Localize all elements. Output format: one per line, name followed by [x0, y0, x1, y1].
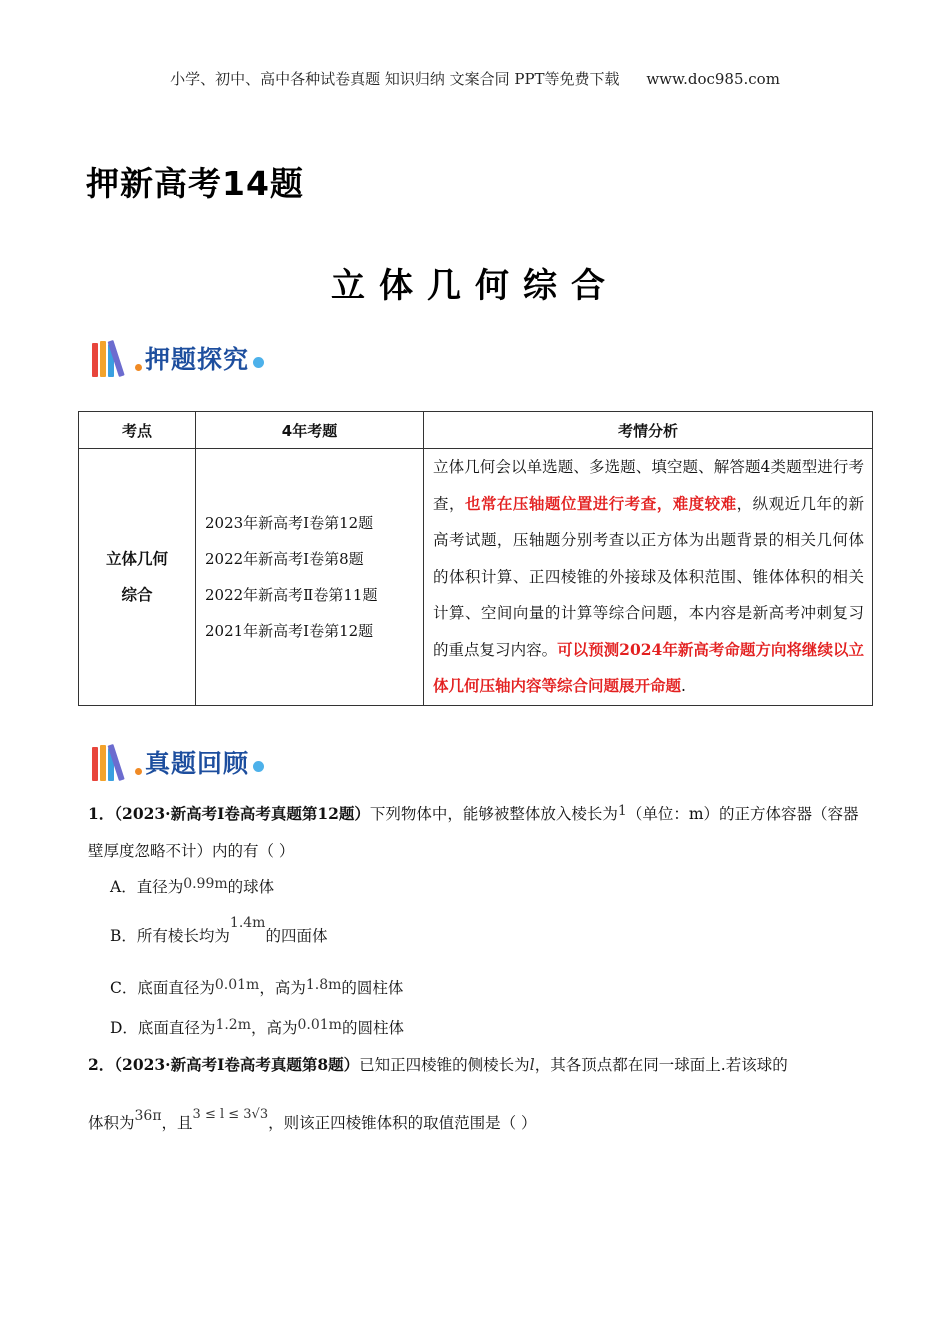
- table-header-cell: 考点: [79, 412, 196, 449]
- question-text: ，且: [161, 1114, 193, 1132]
- question-text: （单位：m）的正方体容器（容器壁厚度忽略不计）内的有（ ）: [88, 805, 859, 860]
- topic-cell-line: 立体几何: [105, 549, 168, 568]
- option-label: A．直径为: [110, 878, 184, 896]
- analysis-text: ，纵观近几年的新高考试题，压轴题分别考查以正方体为出题背景的相关几何体的体积计算、正四棱锥的外接球及体积范围、锥体体积的相关计算、空间向量的计算等综合问题，本内容是新高考冲刺复习的重点复习内容。: [433, 494, 864, 659]
- year-item: 2023年新高考Ⅰ卷第12题: [205, 513, 374, 532]
- section-banner-review: [92, 740, 264, 784]
- dot-icon: [253, 761, 264, 772]
- option-b[interactable]: [88, 906, 868, 967]
- page-header: [0, 68, 950, 89]
- math-expression: 0.01m: [297, 1017, 342, 1033]
- option-text: ，高为: [250, 1019, 298, 1037]
- option-d[interactable]: [88, 1010, 868, 1047]
- question-source: （2023·新高考Ⅰ卷高考真题第8题）: [114, 1055, 360, 1074]
- option-text: 的圆柱体: [341, 1019, 404, 1037]
- section-title-probe: 押题探究: [145, 345, 250, 374]
- question-text: ，则该正四棱锥体积的取值范围是（ ）: [268, 1114, 537, 1132]
- option-text: 的球体: [227, 878, 275, 896]
- option-a[interactable]: [88, 869, 868, 906]
- books-icon: [92, 339, 127, 377]
- table-header-cell: 考情分析: [424, 412, 873, 449]
- question-number: 1．: [88, 804, 115, 823]
- math-expression: 36π: [134, 1108, 162, 1124]
- header-promo-text: 小学、初中、高中各种试卷真题 知识归纳 文案合同 PPT等免费下载: [170, 70, 620, 88]
- dot-icon: [253, 357, 264, 368]
- books-icon: [92, 743, 127, 781]
- math-expression: 1.2m: [215, 1017, 251, 1033]
- question-text: 已知正四棱锥的侧棱长为: [359, 1056, 530, 1074]
- math-expression: 1.8m: [305, 977, 342, 993]
- table-header-cell: 4年考题: [196, 412, 424, 449]
- analysis-text: 立体几何会以单选题、多选题、填空题、解答题4类题型进行考查，: [433, 458, 864, 513]
- option-c[interactable]: [88, 967, 868, 1010]
- section-banner-probe: [92, 336, 264, 380]
- math-variable: l: [529, 1055, 535, 1074]
- analysis-text: .: [681, 677, 686, 695]
- question-text: ，其各顶点都在同一球面上.若该球的: [534, 1056, 788, 1074]
- math-expression: 1: [617, 803, 627, 819]
- option-label: C．底面直径为: [110, 979, 215, 997]
- table-row: [79, 449, 873, 706]
- dot-icon: [135, 768, 142, 775]
- question-2-stem: [88, 1047, 868, 1083]
- option-text: 的四面体: [265, 927, 328, 945]
- main-title: 押新高考14题: [86, 164, 304, 203]
- year-item: 2022年新高考Ⅰ卷第8题: [205, 549, 364, 568]
- section-title-review: 真题回顾: [145, 749, 250, 778]
- topic-title: 立体几何综合: [331, 266, 619, 306]
- math-expression: 3 ≤ l ≤ 3√3: [192, 1107, 269, 1122]
- topic-cell: [79, 449, 196, 706]
- question-text: 体积为: [88, 1114, 135, 1132]
- problems-list: [88, 796, 868, 1155]
- analysis-cell: [424, 449, 873, 706]
- analysis-highlight: 可以预测2024年新高考命题方向将继续以立体几何压轴内容等综合问题展开命题: [433, 639, 864, 695]
- option-text: ，高为: [259, 979, 306, 997]
- math-expression: 0.01m: [214, 977, 260, 993]
- math-expression: 1.4m: [229, 915, 266, 931]
- years-cell: [196, 449, 424, 706]
- topic-cell-line: 综合: [121, 585, 153, 604]
- option-label: D．底面直径为: [110, 1019, 216, 1037]
- question-source: （2023·新高考Ⅰ卷高考真题第12题）: [114, 804, 370, 823]
- option-text: 的圆柱体: [341, 979, 404, 997]
- question-1-stem: [88, 796, 868, 869]
- option-label: B．所有棱长均为: [110, 927, 230, 945]
- question-text: 下列物体中，能够被整体放入棱长为: [369, 805, 618, 823]
- dot-icon: [135, 364, 142, 371]
- year-item: 2021年新高考Ⅰ卷第12题: [205, 621, 374, 640]
- year-item: 2022年新高考Ⅱ卷第11题: [205, 585, 378, 604]
- question-2-stem-line2: [88, 1093, 868, 1155]
- exam-analysis-table: [78, 411, 873, 706]
- table-header-row: [79, 412, 873, 449]
- header-site-link[interactable]: www.doc985.com: [646, 70, 780, 88]
- analysis-highlight: 也常在压轴题位置进行考查，难度较难: [464, 493, 737, 513]
- question-number: 2．: [88, 1055, 115, 1074]
- math-expression: 0.99m: [183, 876, 228, 892]
